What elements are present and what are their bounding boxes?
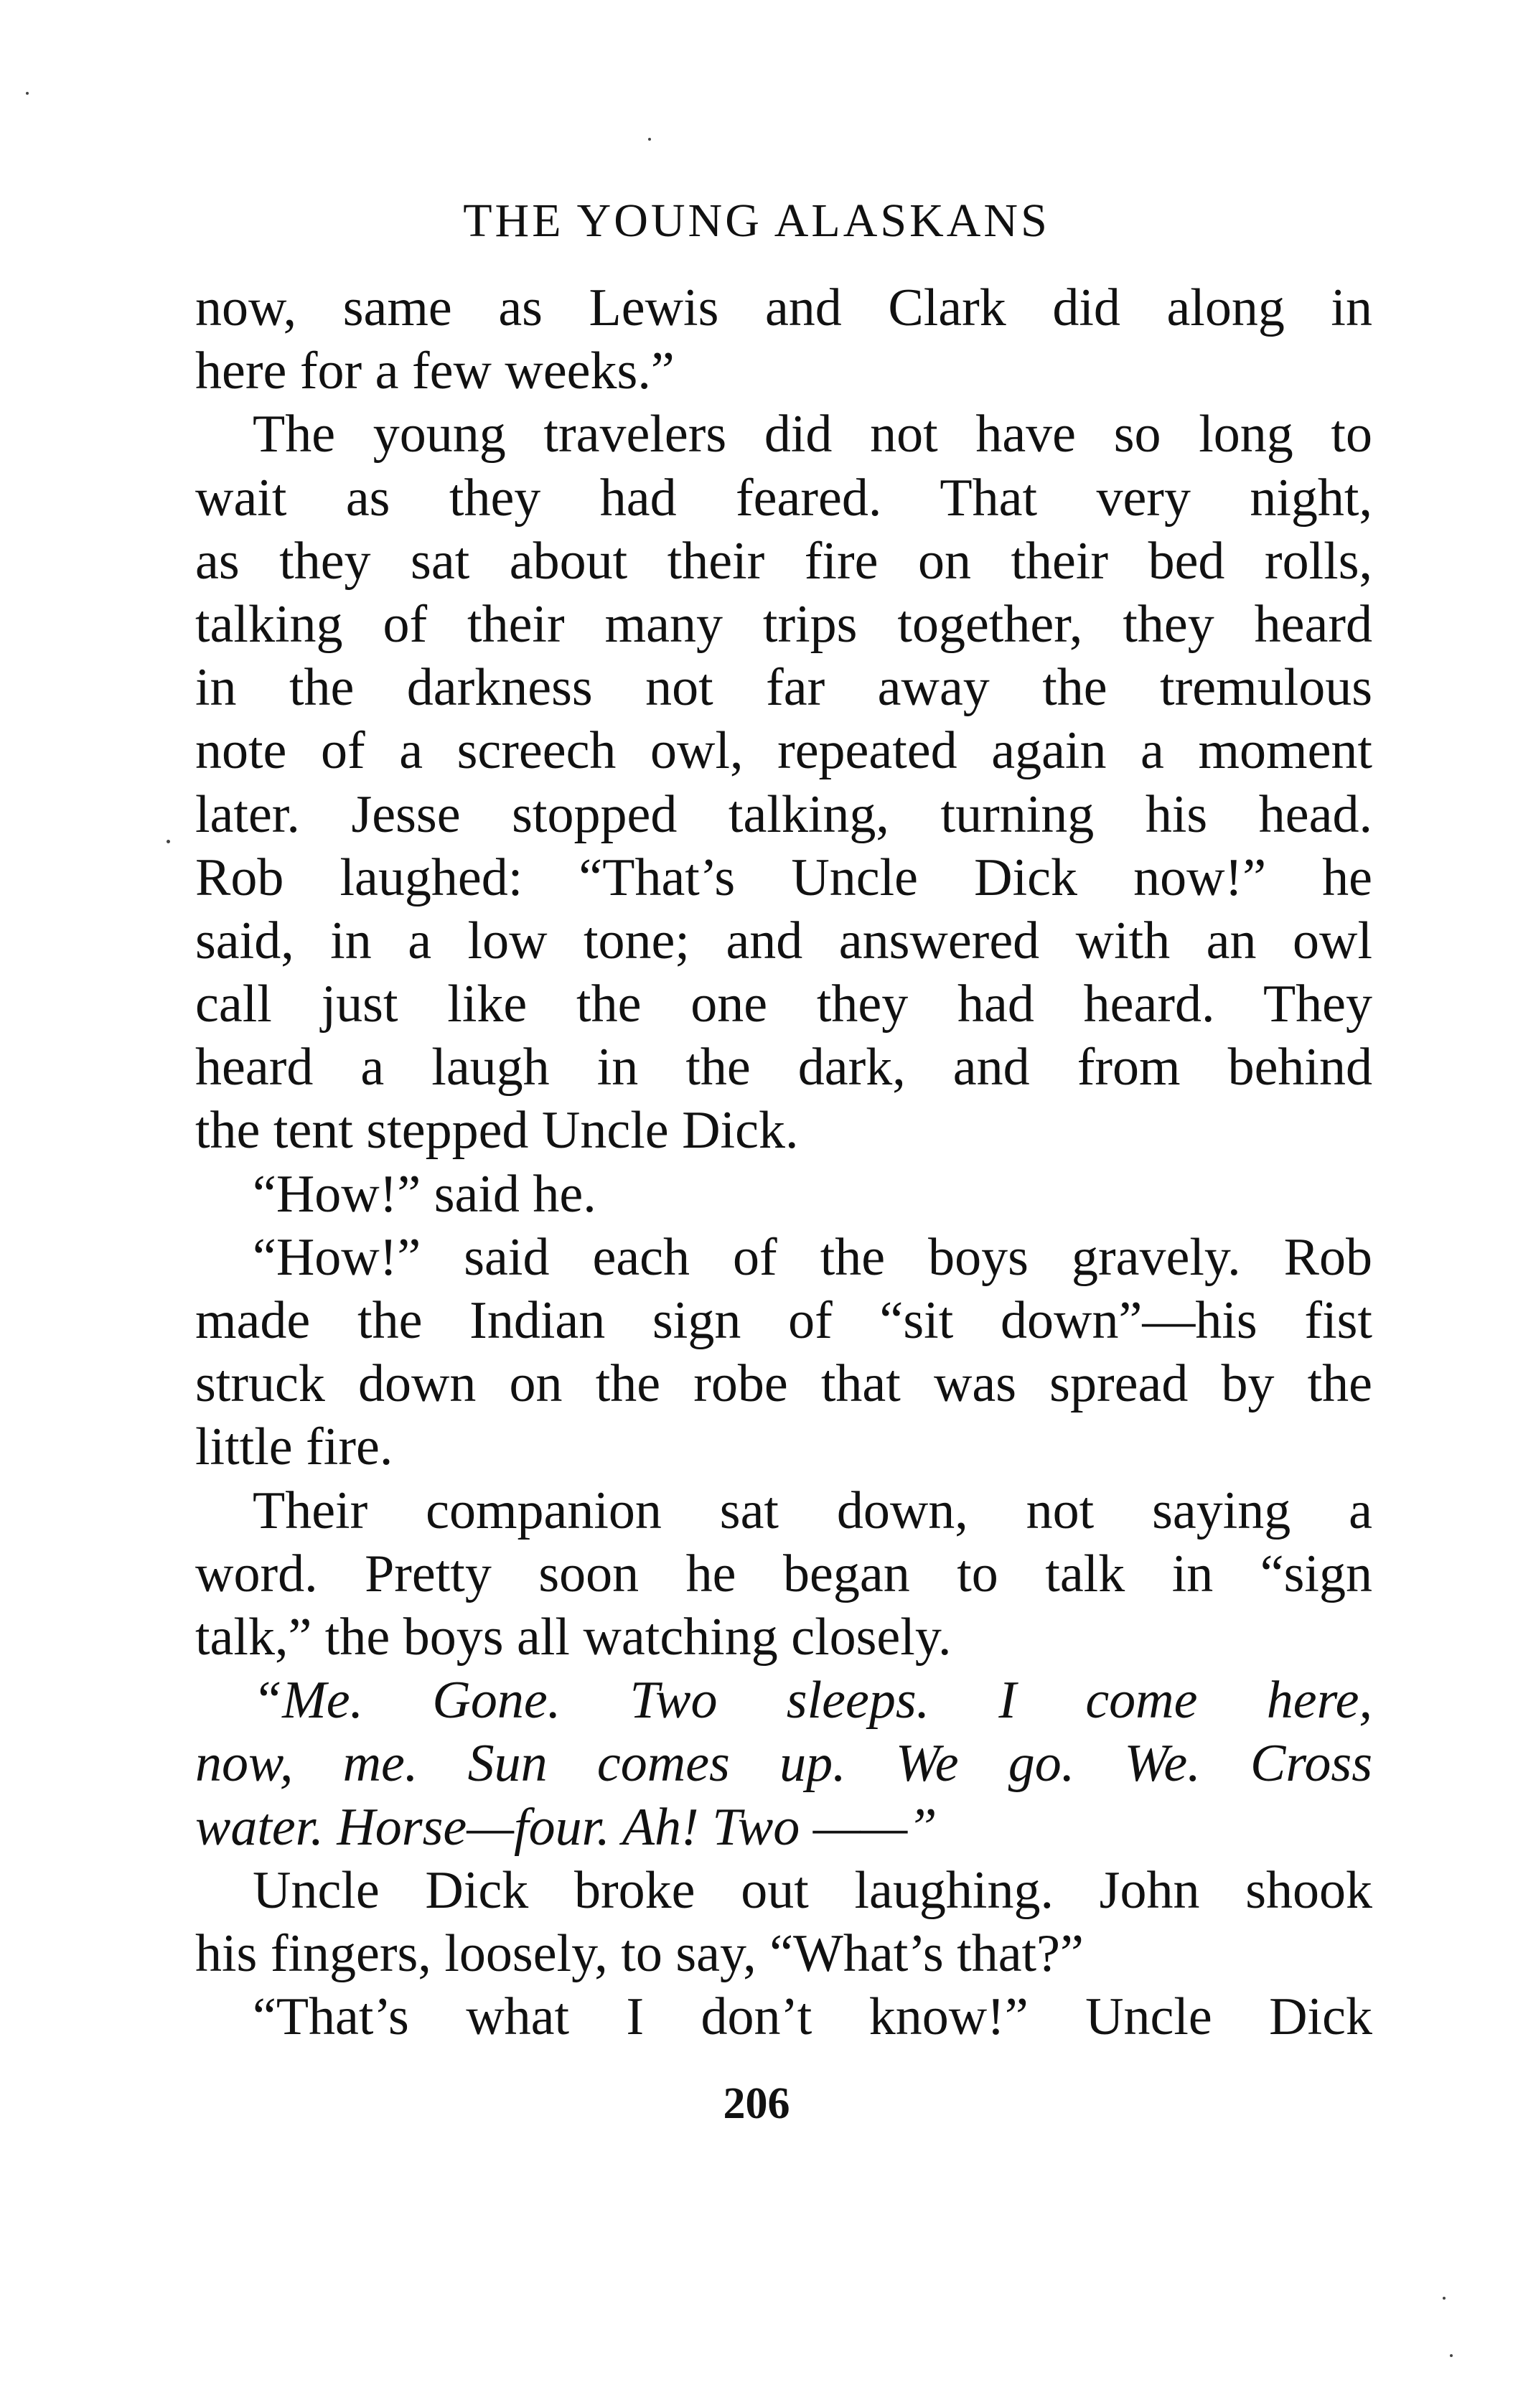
scan-speck: [648, 138, 651, 141]
text-line: note of a screech owl, repeated again a moment: [195, 721, 1372, 781]
text-line: The young travelers did not have so long to: [253, 405, 1372, 464]
body-text: [195, 276, 1372, 2048]
running-head: THE YOUNG ALASKANS: [463, 195, 1050, 247]
text-line: now, me. Sun comes up. We go. We. Cross: [195, 1734, 1372, 1794]
text-line: Their companion sat down, not saying a: [253, 1481, 1372, 1540]
text-line: as they sat about their fire on their bed rolls,: [195, 531, 1372, 591]
text-line: little fire.: [195, 1418, 393, 1477]
text-line: now, same as Lewis and Clark did along in: [195, 278, 1372, 337]
text-line: “How!” said each of the boys gravely. Rob: [253, 1227, 1372, 1287]
text-line: “That’s what I don’t know!” Uncle Dick: [253, 1987, 1372, 2047]
scan-speck: [26, 92, 29, 95]
text-line: “Me. Gone. Two sleeps. I come here,: [253, 1671, 1372, 1730]
page-number: 206: [723, 2079, 790, 2128]
scan-speck: [1443, 2297, 1446, 2300]
text-line: word. Pretty soon he began to talk in “sign: [195, 1544, 1372, 1603]
text-line: “How!” said he.: [253, 1164, 596, 1224]
text-line: talking of their many trips together, they heard: [195, 594, 1372, 654]
text-line: his fingers, loosely, to say, “What’s that?”: [195, 1924, 1084, 1983]
text-line: the tent stepped Uncle Dick.: [195, 1101, 799, 1161]
text-line: made the Indian sign of “sit down”—his fist: [195, 1291, 1372, 1350]
text-line: said, in a low tone; and answered with an owl: [195, 911, 1372, 970]
text-line: water. Horse—four. Ah! Two ——”: [195, 1797, 937, 1857]
text-line: struck down on the robe that was spread by the: [195, 1354, 1372, 1414]
text-line: later. Jesse stopped talking, turning his head.: [195, 784, 1372, 844]
text-line: Rob laughed: “That’s Uncle Dick now!” he: [195, 848, 1372, 907]
text-line: heard a laugh in the dark, and from behind: [195, 1038, 1372, 1097]
text-line: call just like the one they had heard. They: [195, 975, 1372, 1034]
text-line: Uncle Dick broke out laughing. John shook: [253, 1860, 1372, 1920]
text-line: in the darkness not far away the tremulous: [195, 658, 1372, 718]
scan-speck: [167, 840, 170, 843]
text-line: here for a few weeks.”: [195, 342, 675, 401]
text-line: talk,” the boys all watching closely.: [195, 1607, 952, 1667]
text-line: wait as they had feared. That very night,: [195, 468, 1372, 528]
scan-speck: [1450, 2354, 1453, 2357]
